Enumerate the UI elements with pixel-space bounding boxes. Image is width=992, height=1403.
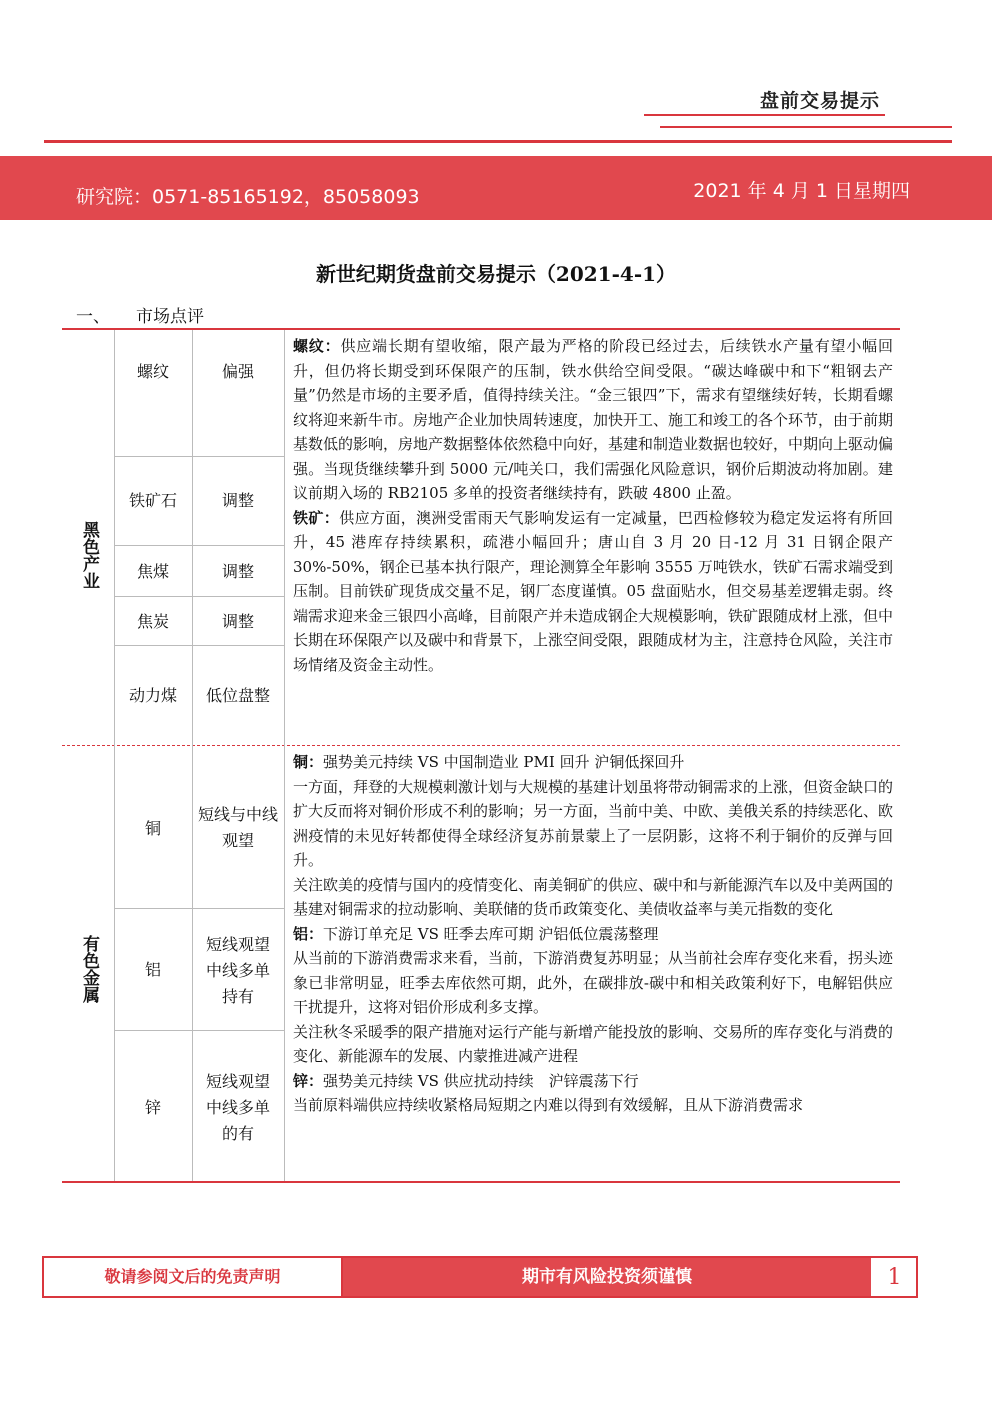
row-name-iron-ore: 铁矿石 [128,491,177,510]
aluminum-heading [293,922,893,947]
row-view-coking-coal: 调整 [221,562,254,581]
row-name-coke: 焦炭 [136,612,169,631]
row-view-aluminum: 短线观望中线多单持有 [205,935,270,1006]
header-title: 盘前交易提示 [759,90,880,112]
row-view-rebar: 偏强 [221,362,254,381]
row-name-thermal-coal: 动力煤 [128,686,177,705]
aluminum-keyword: 铝： [293,924,324,943]
table-bottom-rule [62,1181,900,1183]
table-middle-rule [62,745,900,746]
column-divider [114,330,115,1181]
column-divider [192,330,193,1181]
rebar-text: 供应端长期有望收缩，限产最为严格的阶段已经过去，后续铁水产量有望小幅回升，但仍将长期受到环保限产的压制，铁水供给空间受限。“碳达峰碳中和下“粗钢去产量”仍然是市场的主要矛盾，值得持续关注。“金三银四”下，需求有望继续好转，长期看螺纹将迎来新牛市。房地产企业加快周转速度，加快开工、施工和竣工的各个环节，由于前期基数低的影响，房地产数据整体依然稳中向好，基建和制造业数据也较好，中期向上驱动偏强。当现货继续攀升到 5000 元/吨关口，我们需强化风险意识，钢价后期波动将加剧。建议前期入场的 RB2105 多单的投资者继续持有，跌破 4800 止盈。 [293,337,894,502]
rebar-paragraph [293,334,893,506]
table-top-rule [62,328,900,330]
column-divider [284,330,285,1181]
row-name-rebar: 螺纹 [136,362,169,381]
report-date: 2021 年 4 月 1 日星期四 [693,180,910,202]
copper-paragraph-1: 一方面，拜登的大规模刺激计划与大规模的基建计划虽将带动铜需求的上涨，但资金缺口的扩大反而将对铜价形成不利的影响；另一方面，当前中美、中欧、美俄关系的持续恶化、欧洲疫情的未见好转都使得全球经济复苏前景蒙上了一层阴影，这将不利于铜价的反弹与回升。 [293,777,894,869]
footer-risk-note: 期市有风险投资须谨慎 [343,1258,871,1296]
row-divider [114,645,284,646]
section-number: 一、 [76,307,110,327]
copper-keyword: 铜： [293,753,324,771]
ore-keyword: 铁矿： [293,508,340,527]
copper-heading-text: 强势美元持续 VS 中国制造业 PMI 回升 沪铜低探回升 [323,753,685,771]
row-divider [114,1030,284,1031]
row-name-zinc: 锌 [144,1098,161,1117]
commentary-metals [293,750,893,1118]
row-name-aluminum: 铝 [144,960,161,979]
rebar-keyword: 螺纹： [293,337,341,355]
section-name: 市场点评 [136,307,204,327]
aluminum-heading-text: 下游订单充足 VS 旺季去库可期 沪铝低位震荡整理 [323,924,659,943]
row-view-copper: 短线与中线观望 [198,805,279,850]
contact-info: 研究院：0571-85165192，85058093 [76,186,420,208]
row-name-copper: 铜 [144,819,161,838]
copper-paragraph-2: 关注欧美的疫情与国内的疫情变化、南美铜矿的供应、碳中和与新能源汽车以及中美两国的基建对铜需求的拉动影响、美联储的货币政策变化、美债收益率与美元指数的变化 [293,875,894,918]
header-rule-right [660,126,952,128]
row-divider [114,456,284,457]
copper-heading [293,750,893,775]
row-divider [114,596,284,597]
zinc-heading-text: 强势美元持续 VS 供应扰动持续 沪锌震荡下行 [323,1071,639,1090]
zinc-keyword: 锌： [293,1071,324,1090]
commentary-black [293,334,893,677]
row-name-coking-coal: 焦煤 [136,562,169,581]
ore-text: 供应方面，澳洲受雷雨天气影响发运有一定减量，巴西检修较为稳定发运将有所回升，45 港库存持续累积，疏港小幅回升；唐山自 3 月 20 日-12 月 31 日钢企限产 30%-50%，钢企已基本执行限产，理论测算全年影响 3555 万吨铁水，铁矿石需求端受到压制。目前铁矿现货成交量不足，钢厂态度谨慎。05 盘面贴水，但交易基差逻辑走弱。终端需求迎来金三银四小高峰，目前限产并未造成钢企大规模影响，铁矿跟随成材上涨，但中长期在环保限产以及碳中和背景下，上涨空间受限，跟随成材为主，注意持仓风险，关注市场情绪及资金主动性。 [293,508,894,674]
zinc-heading [293,1069,893,1094]
ore-paragraph [293,506,893,678]
category-nonferrous: 有色金属 [79,935,99,1003]
row-divider [114,545,284,546]
row-view-coke: 调整 [221,612,254,631]
row-divider [114,908,284,909]
page-number: 1 [887,1265,902,1290]
footer-disclaimer[interactable]: 敬请参阅文后的免责声明 [44,1258,343,1296]
aluminum-paragraph-1: 从当前的下游消费需求来看，当前，下游消费复苏明显；从当前社会库存变化来看，拐头迹象已非常明显，旺季去库依然可期，此外，在碳排放-碳中和相关政策利好下，电解铝供应干扰提升，这将对铝价形成利多支撑。 [293,949,894,1016]
document-title: 新世纪期货盘前交易提示（2021-4-1） [315,262,677,286]
aluminum-paragraph-2: 关注秋冬采暖季的限产措施对运行产能与新增产能投放的影响、交易所的库存变化与消费的变化、新能源车的发展、内蒙推进减产进程 [293,1022,894,1065]
row-view-zinc: 短线观望中线多单的有 [205,1072,270,1143]
header-rule-long [44,140,952,143]
row-view-thermal-coal: 低位盘整 [205,686,270,705]
header-rule-short [644,114,885,116]
category-black: 黑色产业 [79,521,99,589]
row-view-iron-ore: 调整 [221,491,254,510]
zinc-paragraph-1: 当前原料端供应持续收紧格局短期之内难以得到有效缓解，且从下游消费需求 [293,1096,804,1114]
